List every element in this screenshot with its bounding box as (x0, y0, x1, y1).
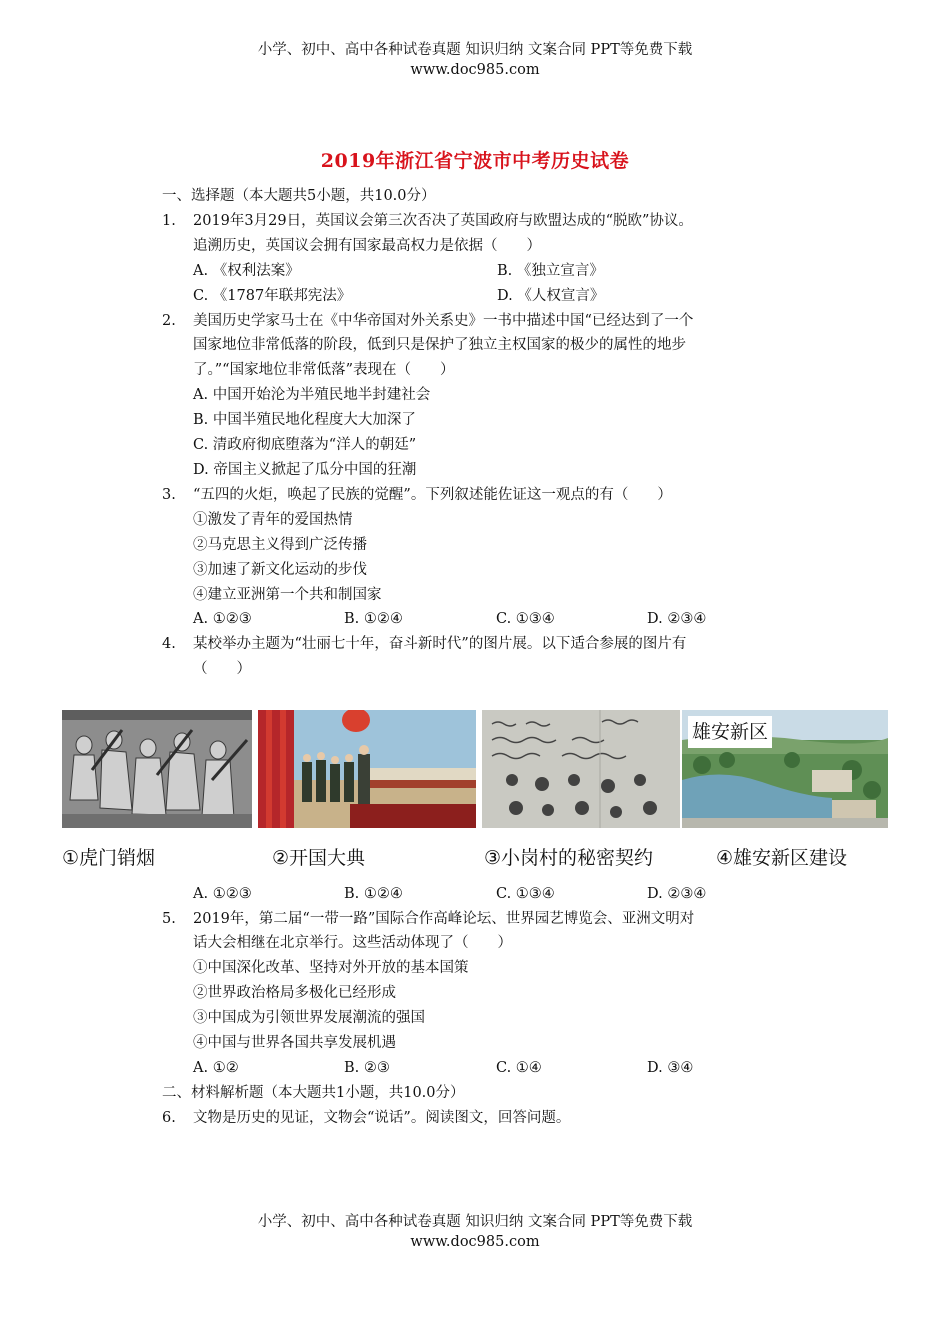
statement-item: ①中国深化改革、坚持对外开放的基本国策 (193, 960, 469, 976)
statement-item: ③中国成为引领世界发展潮流的强国 (193, 1010, 425, 1026)
question-text: 追溯历史，英国议会拥有国家最高权力是依据（ ） (193, 238, 541, 254)
page-footer (0, 1212, 950, 1252)
option-b[interactable]: B. ①②④ (344, 611, 403, 627)
question-text: 某校举办主题为“壮丽七十年，奋斗新时代”的图片展。以下适合参展的图片有 (193, 636, 687, 652)
footer-line1: 小学、初中、高中各种试卷真题 知识归纳 文案合同 PPT等免费下载 (257, 1214, 693, 1230)
header-url: www.doc985.com (410, 62, 540, 78)
photo-label: 雄安新区 (688, 716, 772, 748)
option-b[interactable]: B. ①②④ (344, 886, 403, 902)
question-text: 文物是历史的见证，文物会“说话”。阅读图文，回答问题。 (193, 1110, 571, 1126)
question-number: 4. (162, 636, 176, 652)
option-d[interactable]: D. ②③④ (647, 611, 707, 627)
option-a[interactable]: A. ①② (193, 1060, 239, 1076)
section-heading-1: 一、选择题（本大题共5小题，共10.0分） (162, 188, 436, 204)
option-c[interactable]: C. 清政府彻底堕落为“洋人的朝廷” (193, 437, 417, 453)
question-number: 5. (162, 911, 176, 927)
page-title: 2019年浙江省宁波市中考历史试卷 (320, 150, 630, 172)
option-b[interactable]: B. 《独立宣言》 (497, 263, 604, 279)
statement-item: ④中国与世界各国共享发展机遇 (193, 1035, 396, 1051)
photo-caption: ④雄安新区建设 (716, 847, 848, 869)
option-c[interactable]: C. ①③④ (496, 886, 555, 902)
option-d[interactable]: D. ②③④ (647, 886, 707, 902)
photo-caption: ①虎门销烟 (62, 847, 156, 869)
question-text: 了。”“国家地位非常低落”表现在（ ） (193, 362, 455, 378)
question-text: 2019年3月29日，英国议会第三次否决了英国政府与欧盟达成的“脱欧”协议。 (193, 213, 693, 229)
option-b[interactable]: B. 中国半殖民地化程度大大加深了 (193, 412, 416, 428)
option-a[interactable]: A. ①②③ (193, 611, 252, 627)
option-b[interactable]: B. ②③ (344, 1060, 390, 1076)
statement-item: ①激发了青年的爱国热情 (193, 512, 353, 528)
option-a[interactable]: A. ①②③ (193, 886, 252, 902)
question-text: 2019年，第二届“一带一路”国际合作高峰论坛、世界园艺博览会、亚洲文明对 (193, 911, 695, 927)
option-c[interactable]: C. ①③④ (496, 611, 555, 627)
option-d[interactable]: D. 帝国主义掀起了瓜分中国的狂潮 (193, 462, 417, 478)
option-a[interactable]: A. 《权利法案》 (193, 263, 300, 279)
photo-caption: ③小岗村的秘密契约 (484, 847, 654, 869)
question-number: 6. (162, 1110, 176, 1126)
photo-xiaogang-contract (482, 710, 680, 828)
question-text: “五四的火炬，唤起了民族的觉醒”。下列叙述能佐证这一观点的有（ ） (193, 487, 672, 503)
question-text: （ ） (193, 661, 251, 677)
page-header (0, 40, 950, 80)
option-c[interactable]: C. 《1787年联邦宪法》 (193, 288, 352, 304)
statement-item: ②马克思主义得到广泛传播 (193, 537, 367, 553)
photo-humen-relief (62, 710, 252, 828)
option-a[interactable]: A. 中国开始沦为半殖民地半封建社会 (193, 387, 431, 403)
question-text: 美国历史学家马士在《中华帝国对外关系史》一书中描述中国“已经达到了一个 (193, 313, 694, 329)
footer-url: www.doc985.com (410, 1234, 540, 1250)
question-number: 3. (162, 487, 176, 503)
question-number: 1. (162, 213, 176, 229)
option-d[interactable]: D. ③④ (647, 1060, 694, 1076)
option-c[interactable]: C. ①④ (496, 1060, 542, 1076)
question-text: 话大会相继在北京举行。这些活动体现了（ ） (193, 935, 512, 951)
statement-item: ②世界政治格局多极化已经形成 (193, 985, 396, 1001)
photo-xiongan-aerial (682, 710, 888, 828)
statement-item: ③加速了新文化运动的步伐 (193, 562, 367, 578)
question-text: 国家地位非常低落的阶段，低到只是保护了独立主权国家的极少的属性的地步 (193, 337, 686, 353)
statement-item: ④建立亚洲第一个共和制国家 (193, 587, 382, 603)
header-line1: 小学、初中、高中各种试卷真题 知识归纳 文案合同 PPT等免费下载 (257, 42, 693, 58)
photo-caption: ②开国大典 (272, 847, 366, 869)
question-number: 2. (162, 313, 176, 329)
option-d[interactable]: D. 《人权宣言》 (497, 288, 605, 304)
section-heading-2: 二、材料解析题（本大题共1小题，共10.0分） (162, 1085, 465, 1101)
photo-founding-ceremony (258, 710, 476, 828)
